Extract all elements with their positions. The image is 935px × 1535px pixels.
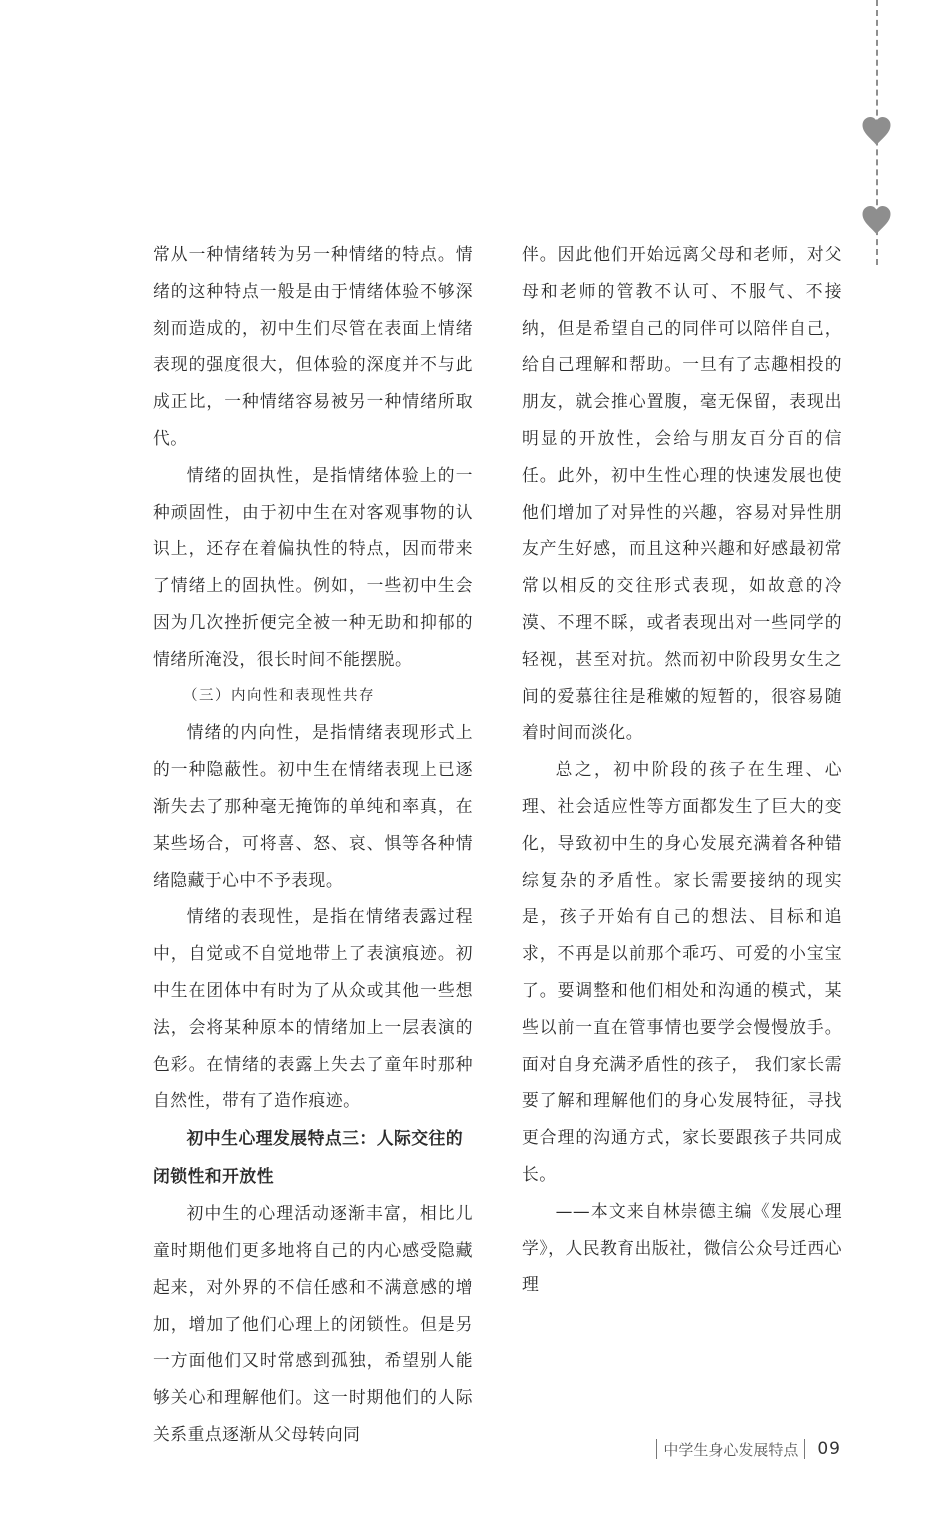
paragraph: 常从一种情绪转为另一种情绪的特点。情绪的这种特点一般是由于情绪体验不够深刻而造成的，初中生们尽管在表面上情绪表现的强度很大，但体验的深度并不与此成正比，一种情绪容易被另一种情绪所取代。 — [153, 244, 473, 448]
right-column — [522, 236, 842, 1303]
heart-icon — [860, 205, 893, 235]
divider — [804, 1439, 805, 1459]
page-footer — [650, 1434, 841, 1464]
section-heading: 初中生心理发展特点三：人际交往的闭锁性和开放性 — [153, 1128, 464, 1187]
paragraph: 初中生的心理活动逐渐丰富，相比儿童时期他们更多地将自己的内心感受隐藏起来，对外界的不信任感和不满意感的增加，增加了他们心理上的闭锁性。但是另一方面他们又时常感到孤独，希望别人能够关心和理解他们。这一时期他们的人际关系重点逐渐从父母转向同 — [153, 1203, 473, 1444]
paragraph: 情绪的内向性，是指情绪表现形式上的一种隐蔽性。初中生在情绪表现上已逐渐失去了那种毫无掩饰的单纯和率真，在某些场合，可将喜、怒、哀、惧等各种情绪隐藏于心中不予表现。 — [153, 722, 473, 890]
divider — [656, 1439, 657, 1459]
paragraph: 情绪的固执性，是指情绪体验上的一种顽固性，由于初中生在对客观事物的认识上，还存在着偏执性的特点，因而带来了情绪上的固执性。例如，一些初中生会因为几次挫折便完全被一种无助和抑郁的情绪所淹没，很长时间不能摆脱。 — [153, 464, 473, 669]
page-number: 09 — [817, 1439, 841, 1459]
paragraph: 总之，初中阶段的孩子在生理、心理、社会适应性等方面都发生了巨大的变化，导致初中生的身心发展充满着各种错综复杂的矛盾性。家长需要接纳的现实是，孩子开始有自己的想法、目标和追求，不再是以前那个乖巧、可爱的小宝宝了。要调整和他们相处和沟通的模式，某些以前一直在管事情也要学会慢慢放手。面对自身充满矛盾性的孩子， 我们家长需要了解和理解他们的身心发展特征，寻找更合理的沟通方式，家长要跟孩子共同成长。 — [522, 759, 842, 1184]
paragraph: 伴。因此他们开始远离父母和老师，对父母和老师的管教不认可、不服气、不接纳，但是希望自己的同伴可以陪伴自己，给自己理解和帮助。一旦有了志趣相投的朋友，就会推心置腹，毫无保留，表现出明显的开放性，会给与朋友百分百的信任。此外，初中生性心理的快速发展也使他们增加了对异性的兴趣，容易对异性朋友产生好感，而且这种兴趣和好感最初常常以相反的交往形式表现，如故意的冷漠、不理不睬，或者表现出对一些同学的轻视，甚至对抗。然而初中阶段男女生之间的爱慕往往是稚嫩的短暂的，很容易随着时间而淡化。 — [522, 244, 842, 743]
subheading: （三）内向性和表现性共存 — [183, 687, 375, 704]
section-title: 中学生身心发展特点 — [663, 1440, 799, 1459]
source-citation: ——本文来自林崇德主编《发展心理学》，人民教育出版社，微信公众号迁西心理 — [522, 1200, 842, 1295]
heart-icon — [860, 116, 893, 146]
paragraph: 情绪的表现性，是指在情绪表露过程中，自觉或不自觉地带上了表演痕迹。初中生在团体中有时为了从众或其他一些想法，会将某种原本的情绪加上一层表演的色彩。在情绪的表露上失去了童年时那种自然性，带有了造作痕迹。 — [153, 906, 473, 1111]
left-column — [153, 236, 473, 1453]
